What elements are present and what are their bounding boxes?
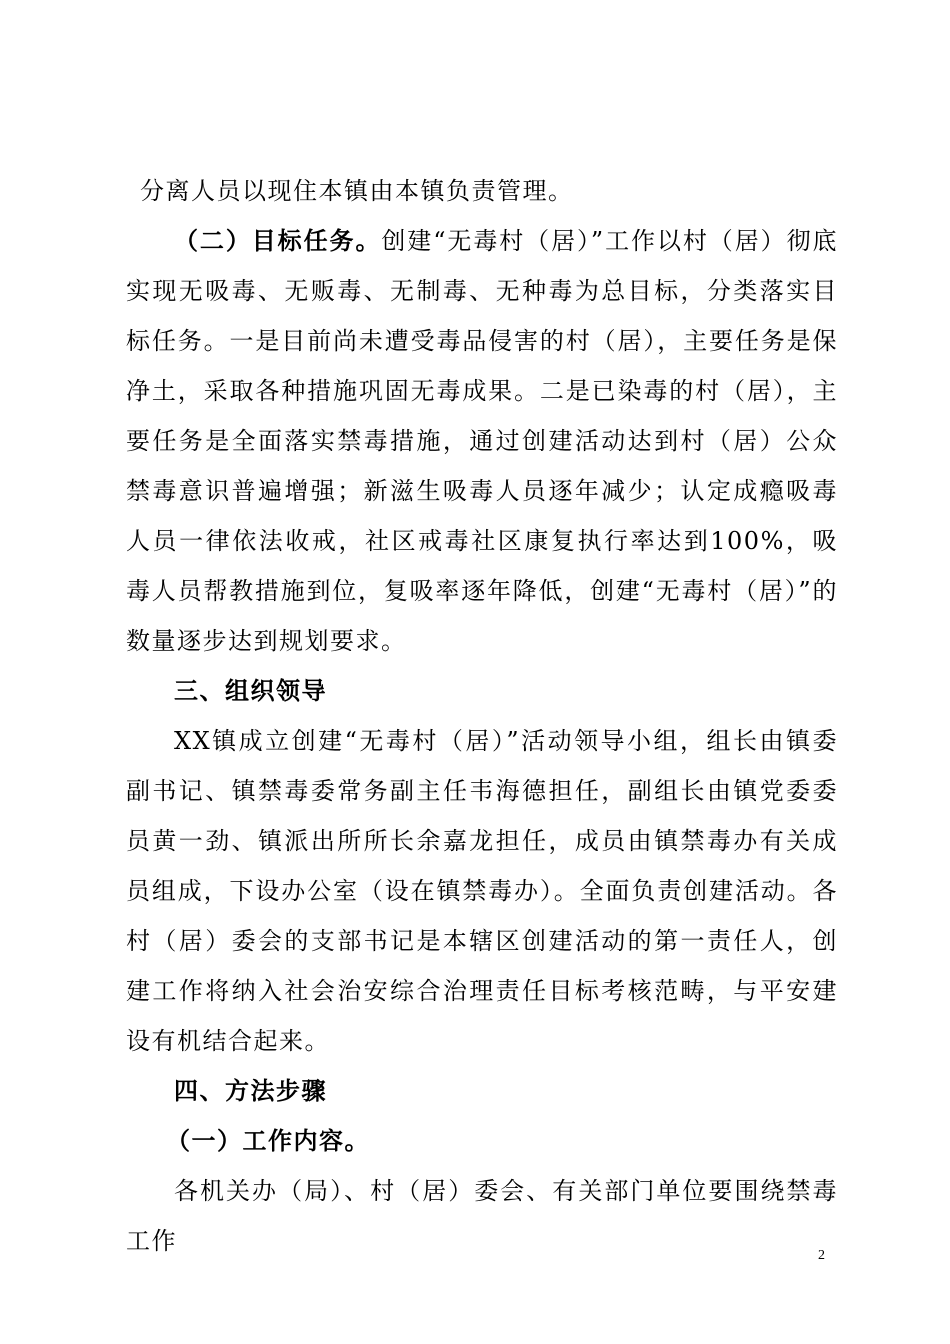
section-heading-target-tasks: （二）目标任务。 [174, 226, 382, 255]
section-heading-organization: 三、组织领导 [174, 676, 327, 705]
paragraph-organization: XX镇成立创建“无毒村（居）”活动领导小组，组长由镇委副书记、镇禁毒委常务副主任韦海德担任，副组长由镇党委委员黄一劲、镇派出所所长余嘉龙担任，成员由镇禁毒办有关成员组成，下设办公室（设在镇禁毒办）。全面负责创建活动。各村（居）委会的支部书记是本辖区创建活动的第一责任人，创建工作将纳入社会治安综合治理责任目标考核范畴，与平安建设有机结合起来。 [126, 727, 838, 1055]
paragraph-target-tasks [126, 216, 838, 666]
subsection-heading-work-content: （一）工作内容。 [166, 1126, 370, 1155]
paragraph-target-tasks-text: 创建“无毒村（居）”工作以村（居）彻底实现无吸毒、无贩毒、无制毒、无种毒为总目标，分类落实目标任务。一是目前尚未遭受毒品侵害的村（居），主要任务是保净土，采取各种措施巩固无毒成果。二是已染毒的村（居），主要任务是全面落实禁毒措施，通过创建活动达到村（居）公众禁毒意识普遍增强；新滋生吸毒人员逐年减少；认定成瘾吸毒人员一律依法收戒，社区戒毒社区康复执行率达到100%，吸毒人员帮教措施到位，复吸率逐年降低，创建“无毒村（居）”的数量逐步达到规划要求。 [126, 227, 838, 655]
section-heading-methods: 四、方法步骤 [174, 1076, 327, 1105]
paragraph-continuation: 分离人员以现住本镇由本镇负责管理。 [140, 177, 574, 205]
document-body [126, 166, 838, 1266]
paragraph-work-content: 各机关办（局）、村（居）委会、有关部门单位要围绕禁毒工作 [126, 1177, 838, 1255]
page-number: 2 [818, 1248, 825, 1263]
